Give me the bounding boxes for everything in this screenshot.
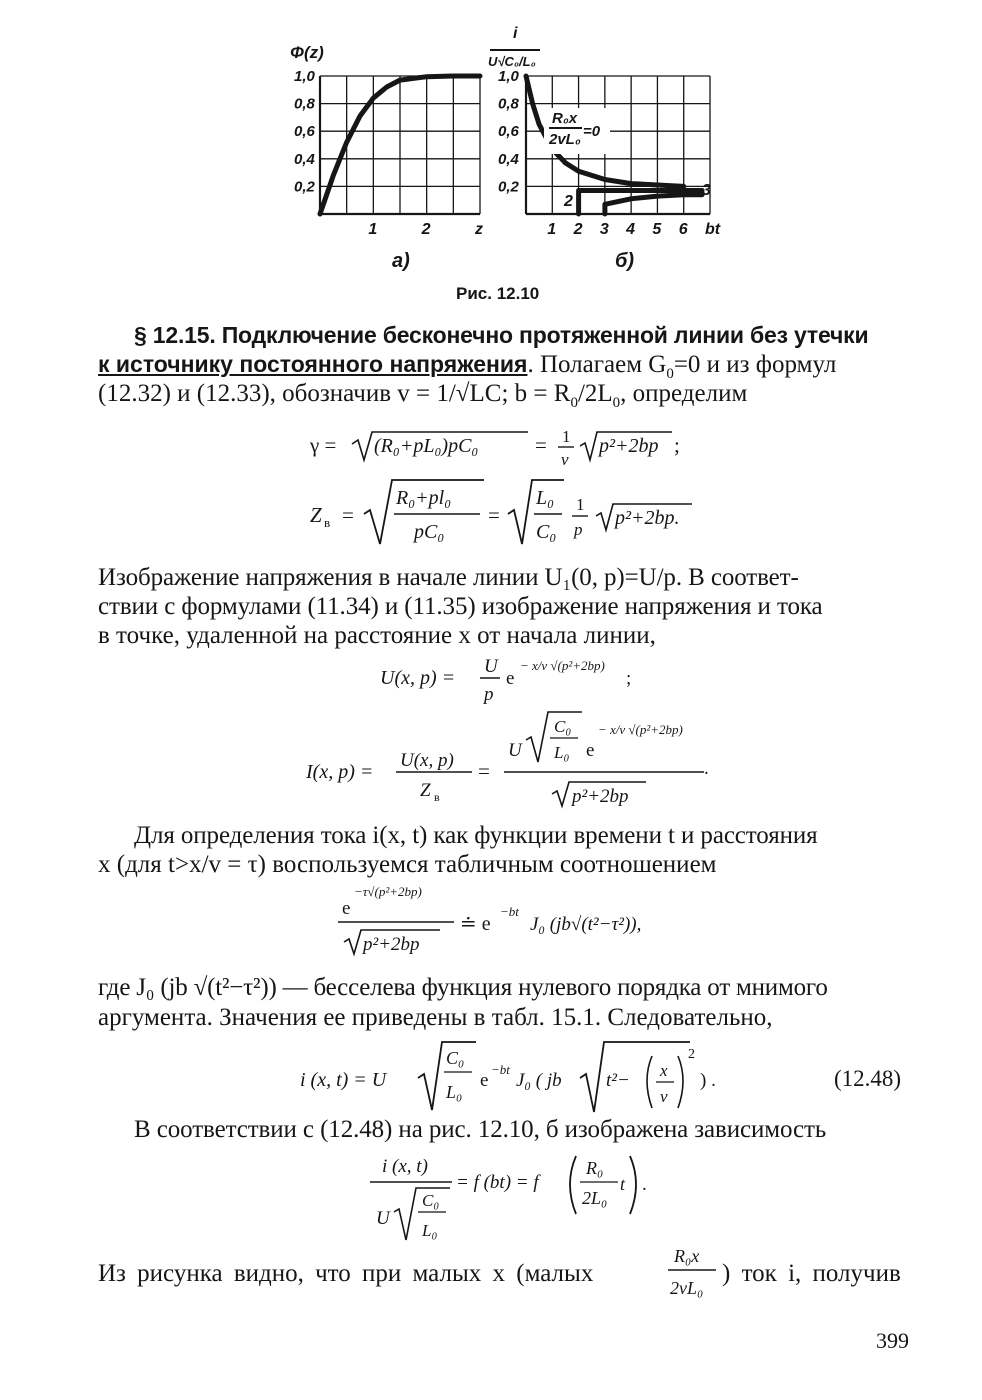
gamma-radicand2: p²+2bp (599, 435, 659, 457)
u-lhs: U(x, p) = (380, 667, 456, 689)
main-sqrt2 (580, 1042, 690, 1112)
i-big-sup: − x/v √(p²+2bp) (598, 722, 683, 737)
panel-a-ytick: 0,4 (294, 150, 315, 168)
paragraph-4-line1: В соответствии с (12.48) на рис. 12.10, б изображена зависимость (134, 1116, 827, 1143)
tab-num: e (342, 898, 351, 919)
paragraph-3-line2: аргумента. Значения ее приведены в табл. 15.1. Следовательно, (98, 1004, 773, 1031)
ratio-end: . (642, 1174, 647, 1195)
section-title-line1: § 12.15. Подключение бесконечно протяженной линии без утечки (134, 322, 869, 348)
equation-gamma (290, 420, 710, 470)
intro-tail1: . Полагаем G (527, 351, 667, 378)
i-num: U(x, p) (400, 750, 454, 771)
main-sup: −bt (491, 1062, 510, 1077)
ratio-num: i (x, t) (382, 1156, 428, 1177)
equation-zv (300, 474, 720, 552)
panel-a-xticks (368, 221, 483, 238)
tab-num-sup: −τ√(p²+2bp) (354, 884, 422, 899)
panel-a-sublabel: а) (392, 250, 410, 272)
panel-a-xtick: 1 (368, 221, 378, 238)
main-close: ) . (700, 1070, 716, 1091)
main-frac-d: L₀ (446, 1082, 463, 1102)
panel-b-curve-3 (605, 195, 702, 214)
paragraph-5-fraction (664, 1240, 720, 1304)
panel-a-yticks (294, 68, 316, 195)
main-paren-n: x (660, 1061, 668, 1080)
main-e: e (480, 1070, 489, 1091)
panel-b-yticks (498, 68, 520, 195)
panel-b-curve-3-label: 3 (702, 182, 711, 199)
u-end: ; (626, 668, 632, 689)
zv-den: pC₀ (414, 521, 445, 543)
page-number: 399 (876, 1328, 909, 1353)
figure-12-10 (270, 20, 730, 305)
paragraph-1-line2: ствии с формулами (11.34) и (11.35) изображение напряжения и тока (98, 593, 823, 620)
section-intro-line1: к источнику постоянного напряжения. Полагаем $G_0=0$ и из формул (98, 351, 837, 382)
intro-line2a: (12.32) и (12.33), обозначив v = 1/√LC; b = R (98, 380, 571, 407)
figure-caption: Рис. 12.10 (456, 284, 540, 303)
paragraph-5-part-a: Из рисунка видно, что при малых x (малых (98, 1260, 594, 1287)
zv-num: R₀+pl₀ (396, 487, 452, 509)
main-lparen (647, 1056, 652, 1108)
paragraph-1-line1: Изображение напряжения в начале линии U₁(0, p)=U/p. В соответ- (98, 564, 799, 591)
gamma-frac-den: v (561, 450, 569, 469)
panel-b (488, 25, 721, 272)
ratio-eq: = f (bt) = f (456, 1172, 539, 1193)
u-num: U (484, 656, 498, 677)
ratio-den-u: U (376, 1208, 390, 1229)
u-den: p (484, 684, 494, 705)
gamma-frac-num: 1 (562, 427, 571, 446)
panel-a-xtick: 2 (421, 221, 431, 238)
intro-line2c: , определим (620, 380, 748, 407)
i-big-u: U (508, 740, 522, 761)
panel-b-xtick: 5 (652, 221, 662, 238)
panel-b-ytick: 1,0 (498, 68, 519, 85)
panel-b-xticks (547, 221, 720, 238)
panel-b-ytick: 0,2 (498, 178, 519, 196)
zv-fden: p (574, 520, 583, 539)
main-frac-n: C₀ (446, 1048, 465, 1068)
zv-num2: L₀ (536, 487, 555, 509)
main-rparen (678, 1056, 683, 1108)
zv-radicand: p²+2bp. (615, 507, 680, 529)
tab-rhs-sup: −bt (500, 904, 519, 919)
section-title-line2: к источнику постоянного напряжения (98, 351, 528, 377)
equation-number: (12.48) (834, 1066, 902, 1091)
panel-a-xtick: z (475, 221, 483, 238)
ratio-paren-d: 2L₀ (582, 1188, 608, 1208)
paragraph-2-line1: Для определения тока i(x, t) как функции времени t и расстояния (134, 822, 818, 849)
panel-b-ytick: 0,8 (498, 95, 519, 113)
panel-b-label-num: R₀x (552, 110, 578, 127)
gamma-lhs: γ = (310, 433, 337, 457)
ratio-den-d: L₀ (422, 1221, 438, 1240)
equation-i (300, 708, 720, 812)
i-big-den: p²+2bp (572, 786, 629, 807)
section-intro-line2: (12.32) и (12.33), обозначив v = 1/√LC; $b = R_0/2L_0$, определим (98, 380, 748, 411)
main-paren-d: v (660, 1087, 668, 1106)
panel-b-sublabel: б) (615, 250, 635, 272)
gamma-eq: = (535, 433, 547, 457)
gamma-radicand: (R₀+pL₀)pC₀ (374, 435, 479, 457)
panel-a-ytick: 0,6 (294, 123, 315, 141)
zv-fnum: 1 (576, 495, 585, 514)
paragraph-2-line2: x (для t>x/v = τ) воспользуемся табличным соотношением (98, 851, 717, 878)
equation-tabular (330, 878, 690, 958)
panel-b-ylabel-den: U√C₀/L₀ (488, 54, 536, 69)
intro-line2b: /2L (577, 380, 613, 407)
tab-den: p²+2bp (363, 934, 420, 955)
main-lhs: i (x, t) = U (300, 1069, 387, 1091)
main-j: J₀ ( jb (516, 1070, 562, 1091)
panel-b-label-val: =0 (583, 123, 601, 140)
panel-a (290, 43, 483, 272)
zv-eq2: = (488, 503, 500, 527)
intro-tail2: =0 и из формул (673, 351, 837, 378)
panel-b-xtick: 3 (599, 221, 609, 238)
i-end: . (704, 758, 709, 779)
p5-frac-den: 2vL₀ (670, 1278, 704, 1298)
panel-b-ylabel-num: i (513, 25, 518, 42)
i-den: Z (420, 780, 431, 801)
panel-b-label-den: 2vL₀ (549, 131, 581, 148)
i-big-e: e (586, 740, 595, 761)
equation-12-48 (290, 1036, 930, 1120)
ratio-rparen (630, 1156, 636, 1214)
panel-a-ytick: 0,2 (294, 178, 315, 196)
main-rad: t²− (606, 1070, 630, 1091)
tab-rhs: ≐ e (460, 913, 491, 935)
main-sq: 2 (688, 1047, 695, 1062)
panel-b-xtick: 2 (573, 221, 583, 238)
panel-b-curve-2-label: 2 (564, 193, 573, 210)
ratio-lparen (570, 1156, 576, 1214)
ratio-den-n: C₀ (422, 1191, 440, 1210)
panel-a-ylabel: Φ(z) (290, 43, 324, 62)
zv-sub: в (324, 515, 331, 530)
paragraph-5-part-b: ) ток i, получив (722, 1260, 901, 1287)
paragraph-3-line1: где J₀ (jb √(t²−τ²)) — бесселева функция нулевого порядка от мнимого (98, 974, 828, 1001)
equation-ratio (360, 1146, 680, 1252)
tab-rhs2: J₀ (jb√(t²−τ²)), (530, 914, 642, 935)
zv-den2: C₀ (536, 521, 557, 543)
panel-b-xtick: 1 (547, 221, 557, 238)
u-sup: − x/v √(p²+2bp) (520, 658, 605, 673)
zv-lhs: Z (310, 503, 322, 527)
i-lhs: I(x, p) = (306, 761, 374, 783)
u-exp: e (506, 668, 515, 689)
panel-b-ytick: 0,4 (498, 150, 519, 168)
zv-eq: = (342, 503, 354, 527)
panel-b-xtick: 4 (626, 221, 636, 238)
panel-a-ytick: 0,8 (294, 95, 315, 113)
i-eq: = (478, 759, 490, 783)
panel-b-xtick: 6 (678, 221, 688, 238)
paragraph-1-line3: в точке, удаленной на расстояние x от начала линии, (98, 622, 656, 649)
ratio-paren-t: t (620, 1174, 626, 1194)
p5-frac-num: R₀x (674, 1246, 700, 1266)
equation-u (370, 650, 670, 710)
gamma-end: ; (674, 433, 680, 457)
panel-b-xtick: bt (705, 221, 721, 238)
i-big-frac-n: C₀ (554, 717, 572, 736)
panel-a-ytick: 1,0 (294, 68, 315, 85)
ratio-paren-n: R₀ (586, 1158, 604, 1178)
i-den-sub: в (434, 790, 440, 804)
panel-b-ytick: 0,6 (498, 123, 519, 141)
i-big-frac-d: L₀ (554, 743, 570, 762)
